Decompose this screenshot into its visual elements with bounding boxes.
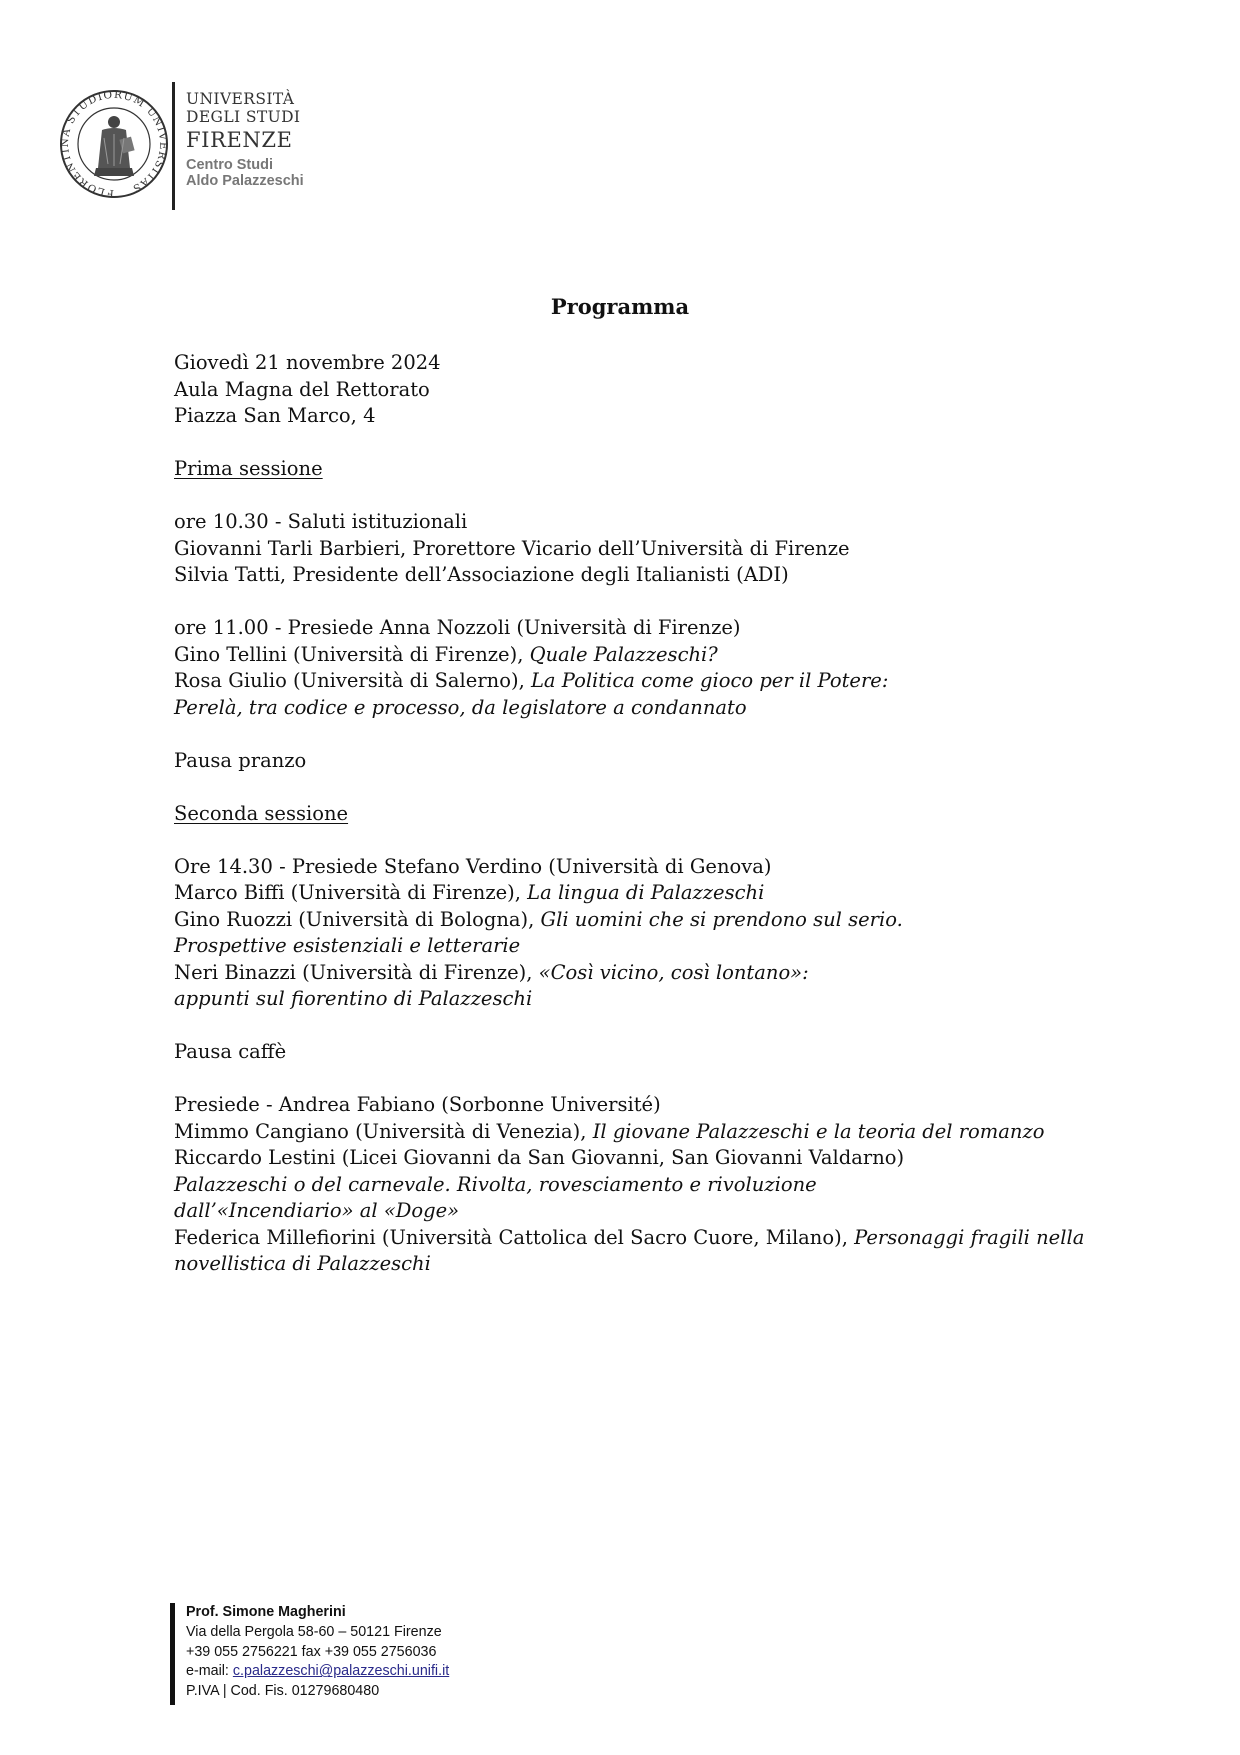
talk-title: «Così vicino, così lontano»:	[538, 960, 809, 984]
talk-author: Rosa Giulio (Università di Salerno),	[174, 669, 531, 692]
page-title: Programma	[550, 294, 690, 319]
talk-author: Neri Binazzi (Università di Firenze),	[174, 960, 539, 984]
greetings-line: ore 10.30 - Saluti istituzionali	[174, 510, 468, 533]
break-line: Pausa pranzo	[174, 748, 307, 772]
chair-line: Presiede - Andrea Fabiano (Sorbonne Université)	[174, 1093, 661, 1116]
email-label: e-mail:	[186, 1663, 233, 1680]
talk-title: Quale Palazzeschi?	[529, 642, 718, 666]
talk-title-continued: Prospettive esistenziali e letterarie	[174, 934, 521, 957]
talk-line	[174, 960, 1154, 987]
talk-line	[174, 880, 1154, 907]
talk-author: Gino Ruozzi (Università di Bologna),	[174, 907, 541, 931]
talk-author: Gino Tellini (Università di Firenze),	[174, 642, 530, 666]
event-date: Giovedì 21 novembre 2024	[174, 351, 441, 374]
talk-title: Gli uomini che si prendono sul serio.	[540, 907, 903, 931]
programme-body	[174, 350, 1154, 1278]
contact-phone: +39 055 2756221 fax +39 055 2756036	[186, 1643, 437, 1660]
university-seal-icon	[58, 88, 170, 200]
talk-line	[174, 1119, 1154, 1146]
talk-author: Riccardo Lestini (Licei Giovanni da San Giovanni, San Giovanni Valdarno)	[174, 1146, 905, 1169]
centre-name-line-1: Centro Studi	[186, 157, 273, 173]
logo-divider	[172, 82, 175, 210]
session-heading: Seconda sessione	[174, 801, 349, 825]
university-name-line-1: UNIVERSITÀ	[186, 90, 295, 108]
talk-author: Mimmo Cangiano (Università di Venezia),	[174, 1119, 593, 1143]
talk-title-continued: Perelà, tra codice e processo, da legislatore a condannato	[174, 695, 747, 719]
contact-address: Via della Pergola 58-60 – 50121 Firenze	[186, 1623, 442, 1640]
talk-title: Il giovane Palazzeschi e la teoria del romanzo	[592, 1119, 1045, 1143]
event-venue: Aula Magna del Rettorato	[174, 377, 430, 401]
university-name-line-3: FIRENZE	[186, 128, 293, 152]
talk-author: Federica Millefiorini (Università Cattolica del Sacro Cuore, Milano),	[174, 1225, 855, 1249]
talk-title: La lingua di Palazzeschi	[527, 881, 765, 904]
contact-name: Prof. Simone Magherini	[186, 1604, 346, 1620]
session-heading: Prima sessione	[174, 457, 323, 480]
talk-line	[174, 668, 1154, 695]
talk-author: Marco Biffi (Università di Firenze),	[174, 881, 528, 904]
talk-title: La Politica come gioco per il Potere:	[530, 669, 889, 692]
chair-line: Ore 14.30 - Presiede Stefano Verdino (Università di Genova)	[174, 854, 772, 878]
talk-title-continued: novellistica di Palazzeschi	[174, 1252, 431, 1275]
break-line: Pausa caffè	[174, 1040, 287, 1063]
speaker-line: Silvia Tatti, Presidente dell’Associazione degli Italianisti (ADI)	[174, 563, 789, 586]
contact-tax-id: P.IVA | Cod. Fis. 01279680480	[186, 1683, 380, 1700]
talk-title-continued: appunti sul fiorentino di Palazzeschi	[174, 987, 533, 1010]
talk-line	[174, 1225, 1154, 1252]
seal-text: FLORENTINA STUDIORUM UNIVERSITAS	[58, 88, 170, 200]
talk-line	[174, 907, 1154, 934]
university-name-line-2: DEGLI STUDI	[186, 108, 301, 126]
chair-line: ore 11.00 - Presiede Anna Nozzoli (Università di Firenze)	[174, 616, 741, 639]
talk-title-continued: dall’«Incendiario» al «Doge»	[174, 1199, 460, 1222]
talk-line	[174, 642, 1154, 669]
email-link[interactable]: c.palazzeschi@palazzeschi.unifi.it	[232, 1663, 450, 1680]
talk-title: Palazzeschi o del carnevale. Rivolta, rovesciamento e rivoluzione	[174, 1172, 817, 1196]
university-logo	[58, 82, 388, 212]
footer-divider	[170, 1603, 175, 1705]
contact-email-line	[186, 1662, 546, 1682]
event-address: Piazza San Marco, 4	[174, 404, 376, 427]
speaker-line: Giovanni Tarli Barbieri, Prorettore Vicario dell’Università di Firenze	[174, 536, 850, 560]
centre-name-line-2: Aldo Palazzeschi	[186, 173, 304, 189]
talk-title: Personaggi fragili nella	[854, 1225, 1085, 1249]
